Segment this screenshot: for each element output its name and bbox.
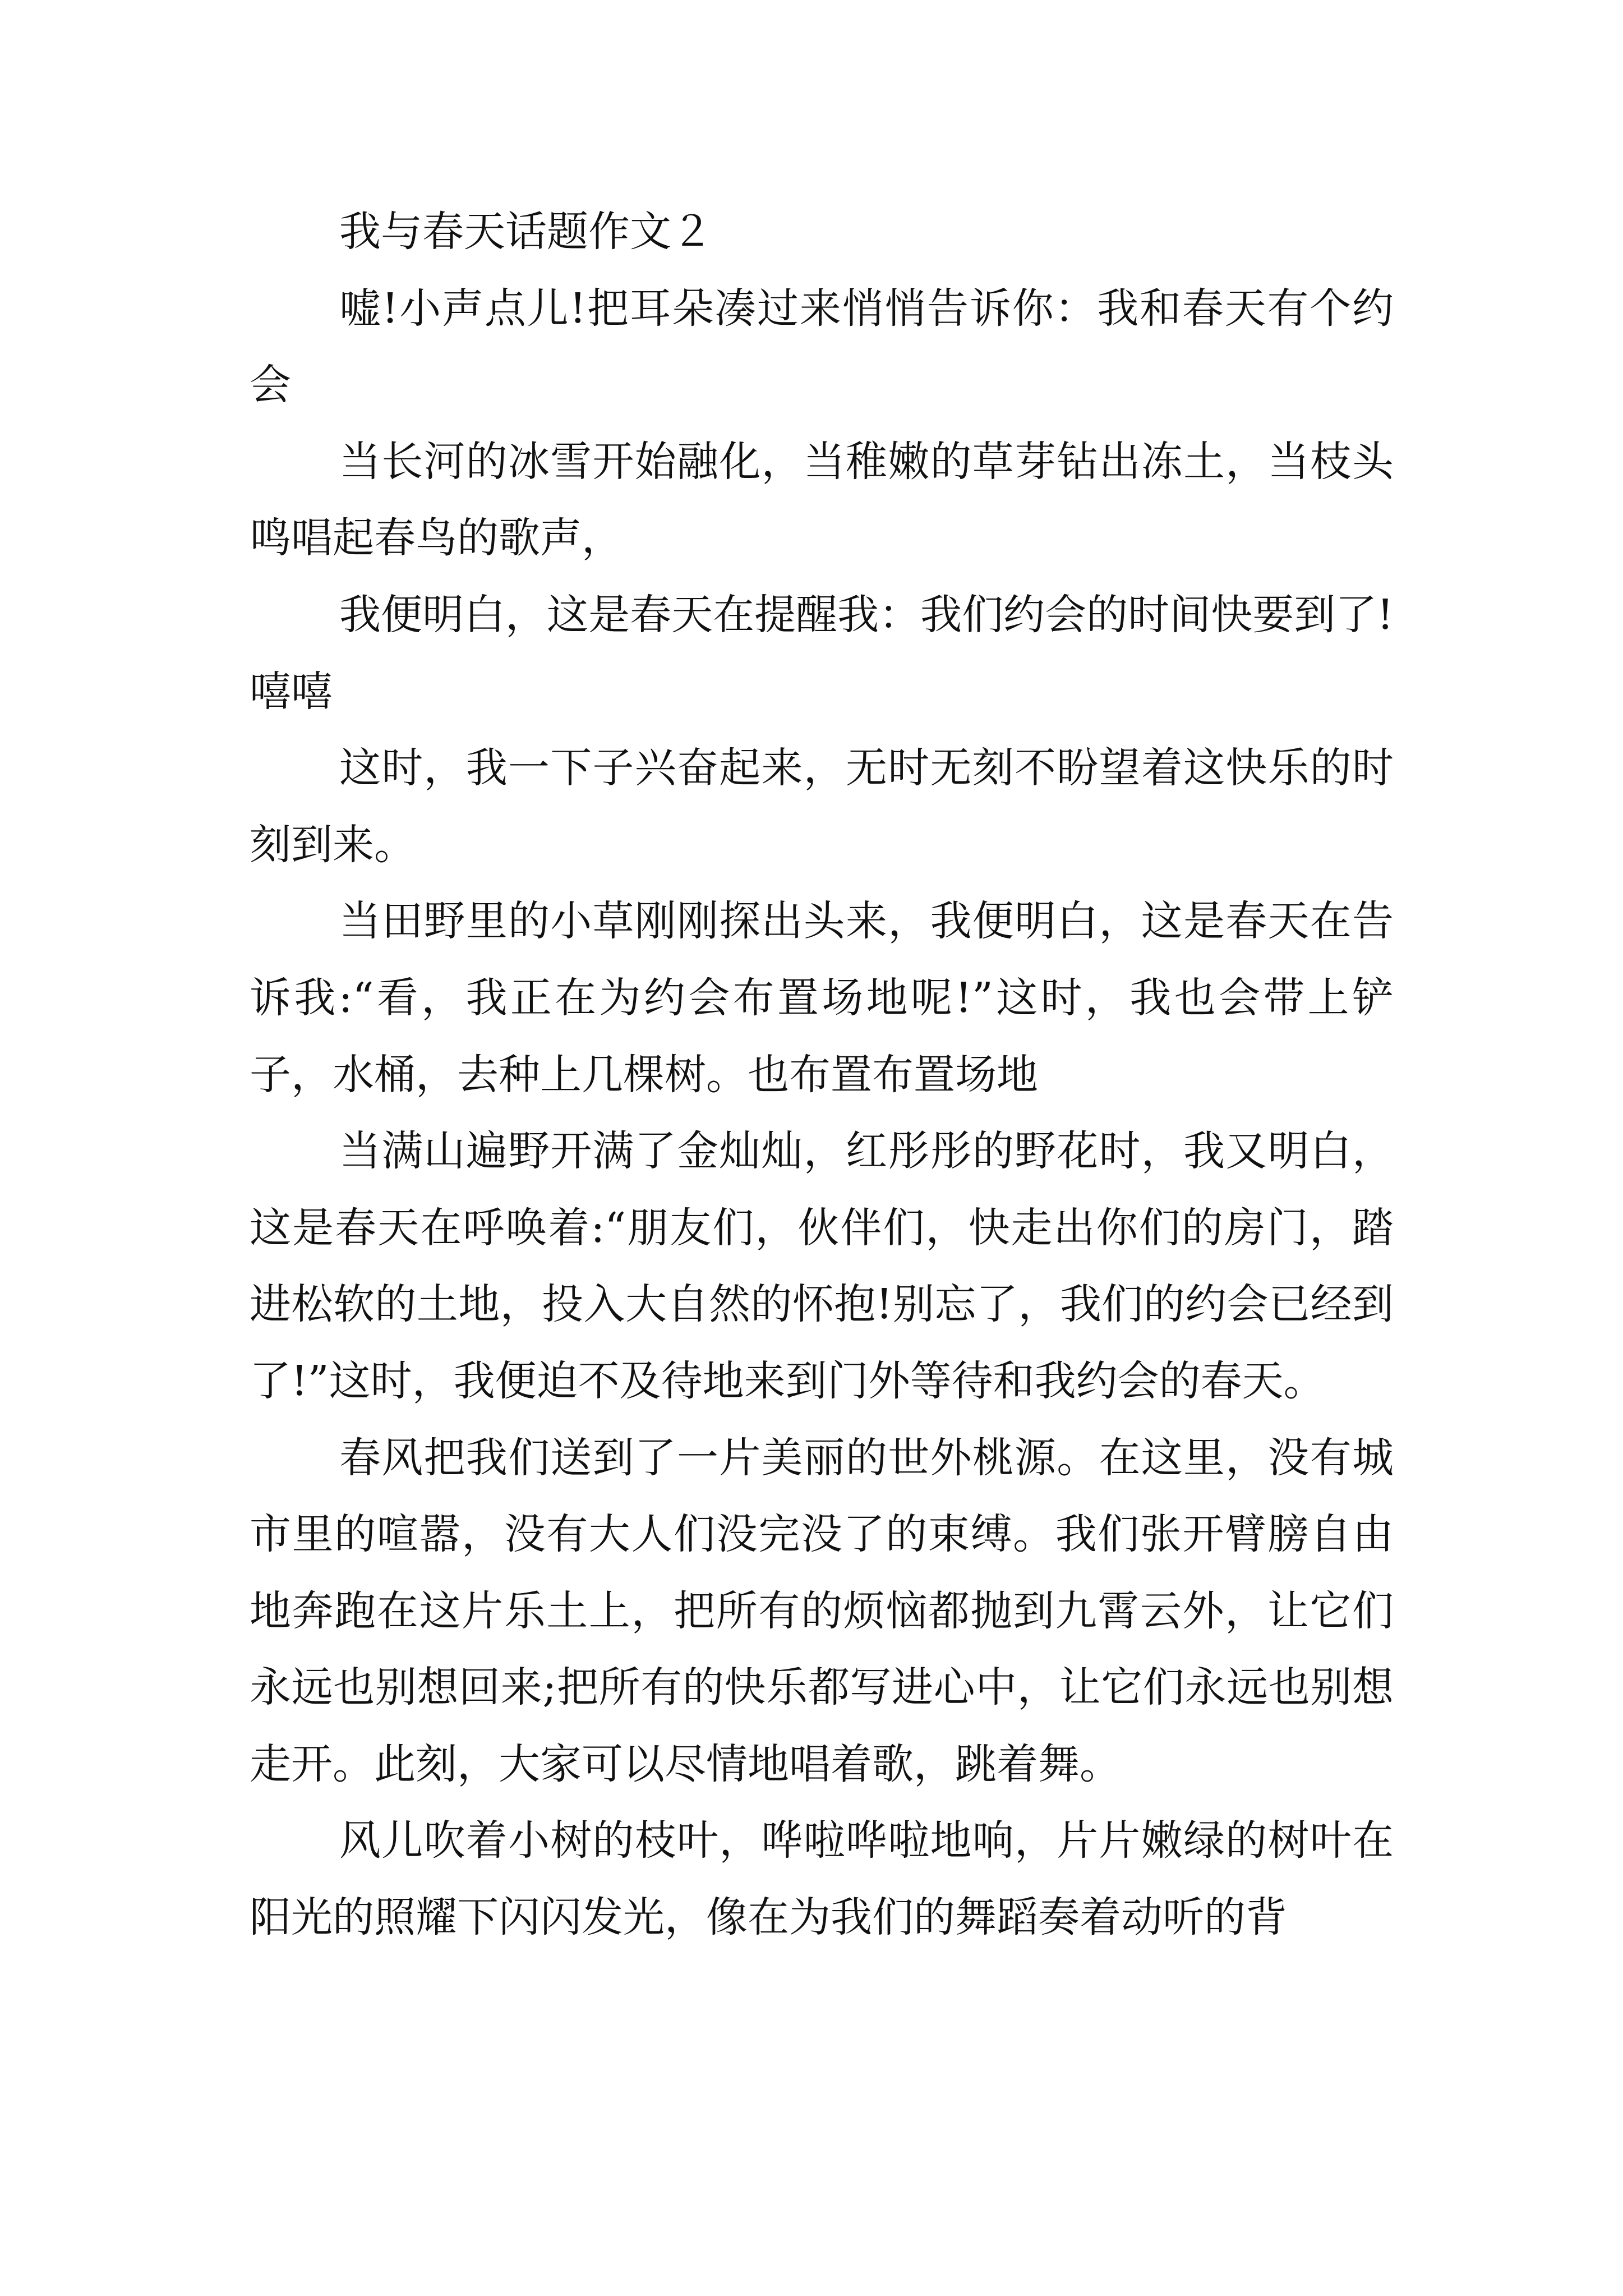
paragraph: 当长河的冰雪开始融化，当稚嫩的草芽钻出冻土，当枝头鸣唱起春鸟的歌声， [250,437,1394,563]
paragraph: 当满山遍野开满了金灿灿，红彤彤的野花时，我又明白，这是春天在呼唤着:“朋友们，伙伴们，快走出你们的房门，踏进松软的土地，投入大自然的怀抱!别忘了，我们的约会已经到了!”这时，我便迫不及待地来到门外等待和我约会的春天。 [250,1127,1394,1405]
paragraph: 这时，我一下子兴奋起来，无时无刻不盼望着这快乐的时刻到来。 [250,744,1394,869]
paragraph: 风儿吹着小树的枝叶，哗啦哗啦地响，片片嫩绿的树叶在阳光的照耀下闪闪发光，像在为我们的舞蹈奏着动听的背 [250,1816,1394,1942]
document-title: 我与春天话题作文２ [339,208,713,256]
paragraph: 春风把我们送到了一片美丽的世外桃源。在这里，没有城市里的喧嚣，没有大人们没完没了的束缚。我们张开臂膀自由地奔跑在这片乐土上，把所有的烦恼都抛到九霄云外，让它们永远也别想回来;把所有的快乐都写进心中，让它们永远也别想走开。此刻，大家可以尽情地唱着歌，跳着舞。 [250,1433,1394,1788]
document-body [250,194,1394,1956]
paragraph: 嘘!小声点儿!把耳朵凑过来悄悄告诉你：我和春天有个约会 [250,284,1394,409]
paragraph: 当田野里的小草刚刚探出头来，我便明白，这是春天在告诉我:“看，我正在为约会布置场地呢!”这时，我也会带上铲子，水桶，去种上几棵树。也布置布置场地 [250,897,1394,1099]
paragraph: 我便明白，这是春天在提醒我：我们约会的时间快要到了!嘻嘻 [250,590,1394,716]
